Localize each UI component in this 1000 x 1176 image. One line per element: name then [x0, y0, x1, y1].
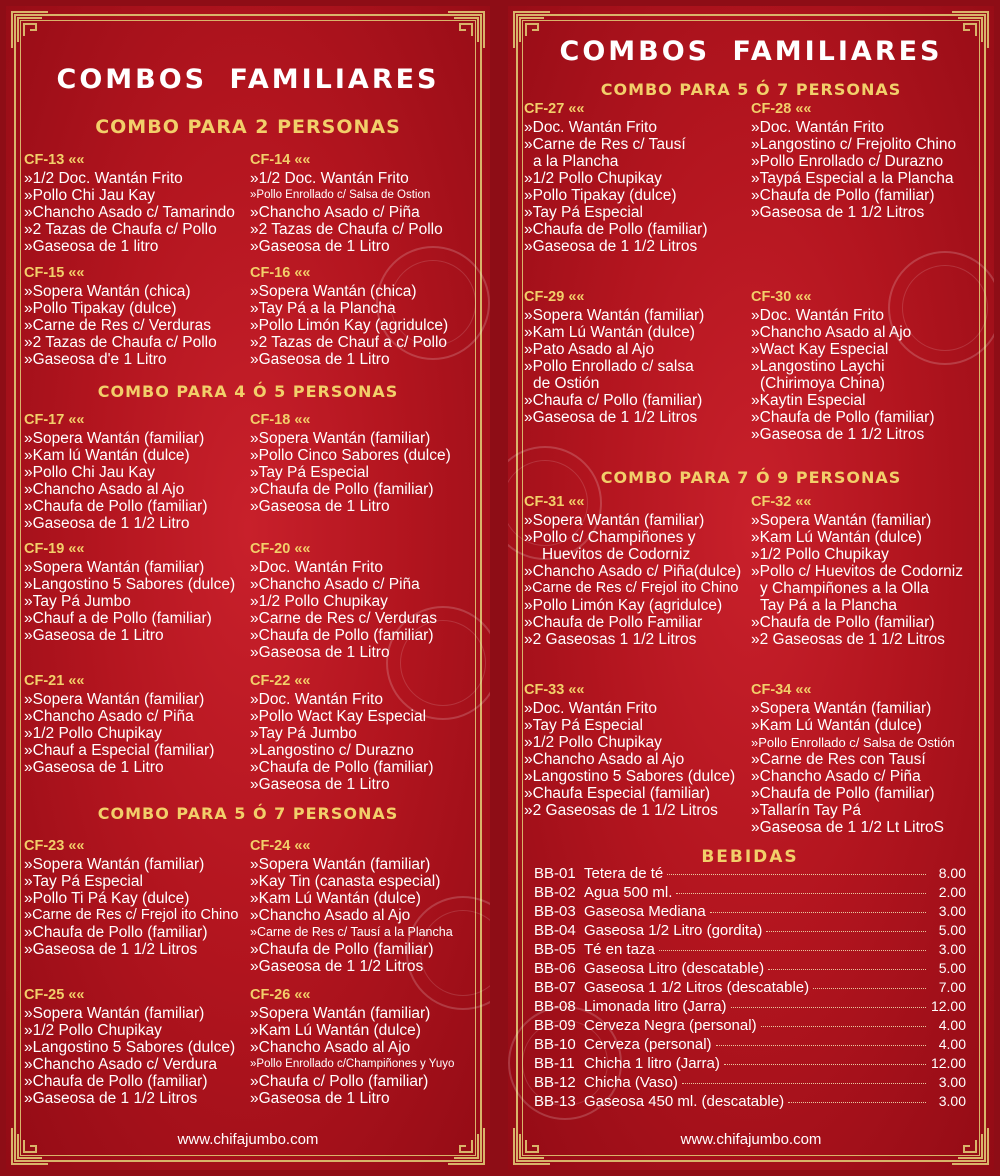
combo-item: »Pollo Chi Jau Kay: [24, 187, 155, 204]
drink-name: Cerveza Negra (personal): [584, 1017, 757, 1034]
combo-cf-26: [250, 987, 454, 1107]
combo-code: CF-16 ««: [250, 265, 311, 281]
drink-code: BB-07: [534, 979, 576, 996]
combo-item: »Pollo Limón Kay (agridulce): [250, 317, 449, 334]
combo-item: »Kam Lú Wantán (dulce): [751, 529, 922, 546]
combo-item: »Pato Asado al Ajo: [524, 341, 655, 358]
combo-code: CF-26 ««: [250, 987, 311, 1003]
combo-item: »Kaytin Especial: [751, 392, 866, 409]
section-title: COMBO PARA 4 Ó 5 PERSONAS: [97, 382, 399, 401]
combo-item: »Pollo Enrollado c/ Salsa de Ostion: [250, 189, 431, 201]
combo-item: »Gaseosa de 1 1/2 Litros: [524, 409, 698, 426]
combo-item: »Tay Pá Jumbo: [250, 725, 357, 742]
drink-price: 4.00: [938, 1036, 966, 1052]
combo-item: »Sopera Wantán (chica): [250, 283, 417, 300]
combo-item: »Gaseosa de 1 Litro: [250, 498, 390, 515]
combo-cf-34: [751, 682, 955, 836]
combo-item: »Langostino c/ Frejolito Chino: [751, 136, 957, 153]
combo-item: »Tay Pá a la Plancha: [250, 300, 396, 317]
combo-item: »Gaseosa de 1 1/2 Litros: [751, 204, 925, 221]
drink-code: BB-04: [534, 922, 576, 939]
combo-cf-27: [524, 101, 708, 255]
combo-item: »Pollo Enrollado c/Champiñones y Yuyo: [250, 1058, 455, 1070]
combo-item: »Chaufa de Pollo (familiar): [250, 941, 434, 958]
combo-cf-32: [751, 494, 963, 648]
drink-price: 3.00: [938, 903, 966, 919]
dotted-leader: [659, 950, 926, 951]
drink-row: [534, 922, 966, 941]
drink-row: [534, 960, 966, 979]
dotted-leader: [761, 1026, 926, 1027]
combo-item: »Gaseosa de 1 Litro: [250, 776, 390, 793]
drink-price: 7.00: [938, 979, 966, 995]
drink-row: [534, 1074, 966, 1093]
combo-item: »Chauf a Especial (familiar): [24, 742, 215, 759]
website-link[interactable]: www.chifajumbo.com: [177, 1131, 319, 1148]
combo-item: »Gaseosa de 1 1/2 Litros: [524, 238, 698, 255]
section-title: COMBO PARA 2 PERSONAS: [95, 116, 401, 138]
drink-row: [534, 903, 966, 922]
combo-item: »Sopera Wantán (familiar): [24, 691, 205, 708]
combo-item: »Chaufa de Pollo (familiar): [250, 759, 434, 776]
combo-code: CF-24 ««: [250, 838, 311, 854]
combo-code: CF-18 ««: [250, 412, 311, 428]
combo-item: (Chirimoya China): [760, 375, 885, 392]
combo-item: »Sopera Wantán (familiar): [24, 856, 205, 873]
combo-item: »Doc. Wantán Frito: [524, 119, 657, 136]
combo-item: »Langostino c/ Durazno: [250, 742, 414, 759]
combo-cf-25: [24, 987, 235, 1107]
drink-price: 5.00: [938, 960, 966, 976]
drink-price: 12.00: [930, 1055, 966, 1071]
drink-name: Chicha (Vaso): [584, 1074, 678, 1091]
combo-item: »Pollo Limón Kay (agridulce): [524, 597, 723, 614]
combo-item: »1/2 Pollo Chupikay: [751, 546, 889, 563]
corner-ornament: [446, 10, 486, 50]
drink-code: BB-13: [534, 1093, 576, 1110]
combo-item: »Tay Pá Especial: [524, 204, 643, 221]
combo-item: »Chancho Asado c/ Piña: [250, 576, 420, 593]
dotted-leader: [731, 1007, 926, 1008]
combo-item: »Carne de Res c/ Verduras: [250, 610, 437, 627]
combo-item: »Chaufa de Pollo (familiar): [24, 1073, 208, 1090]
combo-item: Huevitos de Codorniz: [542, 546, 691, 563]
combo-item: »Langostino 5 Sabores (dulce): [24, 1039, 236, 1056]
combo-code: CF-31 ««: [524, 494, 585, 510]
combo-item: »Gaseosa de 1 Litro: [250, 644, 390, 661]
combo-item: »Chaufa de Pollo (familiar): [24, 924, 208, 941]
combo-item: »Doc. Wantán Frito: [751, 119, 884, 136]
combo-item: »Sopera Wantán (familiar): [24, 430, 205, 447]
combo-item: »Kam Lú Wantán (dulce): [250, 1022, 421, 1039]
combo-code: CF-22 ««: [250, 673, 311, 689]
website-link[interactable]: www.chifajumbo.com: [680, 1131, 822, 1148]
drink-code: BB-01: [534, 865, 576, 882]
combo-cf-20: [250, 541, 437, 661]
combo-item: »Sopera Wantán (familiar): [524, 307, 705, 324]
combo-item: »Sopera Wantán (familiar): [751, 700, 932, 717]
combo-item: »Sopera Wantán (familiar): [24, 1005, 205, 1022]
drink-row: [534, 1036, 966, 1055]
combo-item: »1/2 Pollo Chupikay: [24, 725, 162, 742]
combo-item: »Doc. Wantán Frito: [250, 559, 383, 576]
combo-item: »Chaufa de Pollo (familiar): [524, 221, 708, 238]
combo-item: »2 Tazas de Chaufa c/ Pollo: [250, 221, 443, 238]
combo-cf-30: [751, 289, 935, 443]
combo-cf-16: [250, 265, 448, 368]
combo-cf-14: [250, 152, 443, 255]
combo-item: »2 Gaseosas de 1 1/2 Litros: [524, 802, 718, 819]
combo-item: »Gaseosa de 1 Litro: [250, 1090, 390, 1107]
combo-cf-21: [24, 673, 214, 776]
dotted-leader: [710, 912, 926, 913]
combo-item: »2 Tazas de Chaufa c/ Pollo: [24, 334, 217, 351]
section-title: COMBO PARA 7 Ó 9 PERSONAS: [600, 468, 902, 487]
combo-cf-15: [24, 265, 217, 368]
combo-code: CF-21 ««: [24, 673, 85, 689]
drink-price: 2.00: [938, 884, 966, 900]
combo-item: Tay Pá a la Plancha: [760, 597, 898, 614]
combo-item: »Doc. Wantán Frito: [250, 691, 383, 708]
combo-cf-33: [524, 682, 735, 819]
combo-item: »Chancho Asado al Ajo: [751, 324, 912, 341]
drink-name: Gaseosa 1 1/2 Litros (descatable): [584, 979, 810, 996]
combo-item: »Chaufa c/ Pollo (familiar): [524, 392, 703, 409]
combo-code: CF-27 ««: [524, 101, 585, 117]
combo-item: »Pollo Tipakay (dulce): [524, 187, 677, 204]
combo-item: »Gaseosa de 1 Litro: [24, 759, 164, 776]
combo-cf-18: [250, 412, 451, 515]
combo-item: »Pollo Wact Kay Especial: [250, 708, 427, 725]
combo-item: »Doc. Wantán Frito: [751, 307, 884, 324]
drink-price: 4.00: [938, 1017, 966, 1033]
drink-name: Gaseosa Mediana: [584, 903, 706, 920]
combo-item: »Langostino 5 Sabores (dulce): [24, 576, 236, 593]
combo-item: »Chaufa de Pollo (familiar): [751, 409, 935, 426]
combo-cf-24: [250, 838, 453, 975]
combo-code: CF-34 ««: [751, 682, 812, 698]
drink-name: Té en taza: [584, 941, 655, 958]
drink-code: BB-09: [534, 1017, 576, 1034]
combo-item: »Chancho Asado al Ajo: [250, 907, 411, 924]
combo-item: a la Plancha: [533, 153, 619, 170]
combo-item: »Pollo c/ Huevitos de Codorniz: [751, 563, 963, 580]
combo-item: »2 Gaseosas de 1 1/2 Litros: [751, 631, 945, 648]
drink-row: [534, 1055, 966, 1074]
combo-item: »Kam Lú Wantán (dulce): [751, 717, 922, 734]
combo-item: »Gaseosa de 1 1/2 Litros: [24, 1090, 198, 1107]
combo-code: CF-29 ««: [524, 289, 585, 305]
drink-name: Gaseosa Litro (descatable): [584, 960, 765, 977]
combo-item: »Pollo Enrollado c/ Salsa de Ostión: [751, 735, 955, 750]
drink-code: BB-10: [534, 1036, 576, 1053]
combo-item: »Chancho Asado al Ajo: [250, 1039, 411, 1056]
combo-code: CF-33 ««: [524, 682, 585, 698]
drink-price: 8.00: [938, 865, 966, 881]
combo-item: »Langostino 5 Sabores (dulce): [524, 768, 736, 785]
combo-code: CF-23 ««: [24, 838, 85, 854]
drink-code: BB-08: [534, 998, 576, 1015]
combo-cf-28: [751, 101, 956, 221]
dotted-leader: [813, 988, 926, 989]
drink-name: Gaseosa 1/2 Litro (gordita): [584, 922, 763, 939]
combo-item: »Chancho Asado al Ajo: [524, 751, 685, 768]
combo-cf-17: [24, 412, 208, 532]
dotted-leader: [766, 931, 926, 932]
combo-item: »Sopera Wantán (chica): [24, 283, 191, 300]
combo-item: »Carne de Res c/ Frejol ito Chino: [24, 907, 239, 923]
combo-item: »Gaseosa de 1 1/2 Litros: [250, 958, 424, 975]
drink-price: 3.00: [938, 941, 966, 957]
dotted-leader: [667, 874, 926, 875]
drink-price: 5.00: [938, 922, 966, 938]
combo-code: CF-32 ««: [751, 494, 812, 510]
combo-item: »Gaseosa de 1 litro: [24, 238, 159, 255]
combo-item: y Champiñones a la Olla: [760, 580, 929, 597]
combo-item: »Chaufa de Pollo (familiar): [250, 481, 434, 498]
combo-item: »Chancho Asado c/ Piña(dulce): [524, 563, 742, 580]
combo-item: »Pollo Enrollado c/ salsa: [524, 358, 694, 375]
combo-code: CF-28 ««: [751, 101, 812, 117]
drink-row: [534, 865, 966, 884]
dotted-leader: [724, 1064, 926, 1065]
combo-item: »Sopera Wantán (familiar): [751, 512, 932, 529]
dotted-leader: [788, 1102, 926, 1103]
combo-item: »Chaufa de Pollo Familiar: [524, 614, 703, 631]
drink-price: 3.00: [938, 1074, 966, 1090]
drink-row: [534, 1017, 966, 1036]
combo-item: »Chancho Asado c/ Verdura: [24, 1056, 218, 1073]
combo-item: »Tallarín Tay Pá: [751, 802, 861, 819]
combo-item: »1/2 Pollo Chupikay: [250, 593, 388, 610]
combo-item: »Sopera Wantán (familiar): [250, 856, 431, 873]
combo-item: »Sopera Wantán (familiar): [24, 559, 205, 576]
combo-item: »Pollo Chi Jau Kay: [24, 464, 155, 481]
combo-item: »Chancho Asado c/ Tamarindo: [24, 204, 235, 221]
drink-name: Limonada litro (Jarra): [584, 998, 727, 1015]
combo-item: »Carne de Res c/ Tausí: [524, 136, 686, 153]
combo-item: »2 Gaseosas 1 1/2 Litros: [524, 631, 697, 648]
combo-item: »Chancho Asado c/ Piña: [24, 708, 194, 725]
combo-cf-19: [24, 541, 235, 644]
combo-item: »Chaufa de Pollo (familiar): [751, 614, 935, 631]
drinks-list: [534, 847, 966, 1112]
menu-panel-left: [6, 6, 490, 1170]
combo-item: »Gaseosa de 1 Litro: [250, 238, 390, 255]
combo-cf-22: [250, 673, 434, 793]
drinks-title: BEBIDAS: [701, 847, 799, 867]
corner-ornament: [10, 10, 50, 50]
combo-item: »Gaseosa de 1 Litro: [24, 627, 164, 644]
combo-item: »Sopera Wantán (familiar): [250, 430, 431, 447]
page-title: COMBOS FAMILIARES: [56, 64, 440, 95]
combo-item: »Carne de Res c/ Verduras: [24, 317, 211, 334]
combo-item: »Pollo Tipakay (dulce): [24, 300, 177, 317]
drink-code: BB-05: [534, 941, 576, 958]
drink-price: 3.00: [938, 1093, 966, 1109]
combo-code: CF-20 ««: [250, 541, 311, 557]
combo-item: »2 Tazas de Chaufa c/ Pollo: [24, 221, 217, 238]
combo-item: »Pollo Cinco Sabores (dulce): [250, 447, 451, 464]
combo-item: »Chancho Asado c/ Piña: [250, 204, 420, 221]
combo-item: »Chaufa de Pollo (familiar): [250, 627, 434, 644]
combo-item: »Sopera Wantán (familiar): [524, 512, 705, 529]
combo-item: »Chaufa Especial (familiar): [524, 785, 711, 802]
combo-item: »Doc. Wantán Frito: [524, 700, 657, 717]
page-title: COMBOS FAMILIARES: [559, 36, 943, 67]
combo-cf-29: [524, 289, 704, 426]
combo-item: »Wact Kay Especial: [751, 341, 889, 358]
section-title: COMBO PARA 5 Ó 7 PERSONAS: [600, 80, 902, 99]
combo-item: »Chaufa de Pollo (familiar): [751, 785, 935, 802]
combo-item: »Pollo Ti Pá Kay (dulce): [24, 890, 190, 907]
dotted-leader: [676, 893, 926, 894]
combo-item: »Sopera Wantán (familiar): [250, 1005, 431, 1022]
combo-item: »Gaseosa de 1 Litro: [250, 351, 390, 368]
dotted-leader: [716, 1045, 926, 1046]
combo-code: CF-30 ««: [751, 289, 812, 305]
drink-name: Agua 500 ml.: [584, 884, 673, 901]
combo-code: CF-15 ««: [24, 265, 85, 281]
combo-item: »Tay Pá Especial: [24, 873, 143, 890]
combo-item: »Gaseosa de 1 1/2 Litro: [24, 515, 190, 532]
combo-item: »Gaseosa de 1 1/2 Litros: [751, 426, 925, 443]
combo-code: CF-13 ««: [24, 152, 85, 168]
combo-item: »Gaseosa de 1 1/2 Litros: [24, 941, 198, 958]
combo-cf-23: [24, 838, 238, 958]
combo-item: »Taypá Especial a la Plancha: [751, 170, 954, 187]
drink-row: [534, 884, 966, 903]
drink-price: 12.00: [930, 998, 966, 1014]
combo-item: »Chancho Asado c/ Piña: [751, 768, 921, 785]
drink-row: [534, 941, 966, 960]
drink-name: Chicha 1 litro (Jarra): [584, 1055, 720, 1072]
combo-item: »Langostino Laychi: [751, 358, 885, 375]
section-title: COMBO PARA 5 Ó 7 PERSONAS: [97, 804, 399, 823]
combo-cf-31: [524, 494, 741, 648]
combo-code: CF-17 ««: [24, 412, 85, 428]
drink-row: [534, 1093, 966, 1112]
drink-name: Tetera de té: [584, 865, 664, 882]
combo-code: CF-25 ««: [24, 987, 85, 1003]
combo-item: »Carne de Res con Tausí: [751, 751, 926, 768]
combo-cf-13: [24, 152, 235, 255]
combo-item: »1/2 Doc. Wantán Frito: [24, 170, 183, 187]
combo-item: »Tay Pá Jumbo: [24, 593, 131, 610]
combo-item: »2 Tazas de Chauf a c/ Pollo: [250, 334, 448, 351]
combo-code: CF-14 ««: [250, 152, 311, 168]
combo-item: »Tay Pá Especial: [250, 464, 369, 481]
combo-item: »Pollo Enrollado c/ Durazno: [751, 153, 944, 170]
combo-item: »Carne de Res c/ Tausí a la Plancha: [250, 925, 453, 939]
drink-name: Gaseosa 450 ml. (descatable): [584, 1093, 785, 1110]
combo-item: »Carne de Res c/ Frejol ito Chino: [524, 580, 739, 596]
drink-code: BB-12: [534, 1074, 576, 1091]
combo-item: »Tay Pá Especial: [524, 717, 643, 734]
drink-code: BB-06: [534, 960, 576, 977]
combo-item: »1/2 Pollo Chupikay: [524, 734, 662, 751]
drink-row: [534, 979, 966, 998]
dotted-leader: [768, 969, 926, 970]
combo-item: »Kam Lú Wantán (dulce): [524, 324, 695, 341]
dotted-leader: [682, 1083, 926, 1084]
combo-item: »Pollo c/ Champiñones y: [524, 529, 696, 546]
drink-name: Cerveza (personal): [584, 1036, 712, 1053]
combo-item: »1/2 Pollo Chupikay: [24, 1022, 162, 1039]
combo-item: »Chauf a de Pollo (familiar): [24, 610, 212, 627]
combo-code: CF-19 ««: [24, 541, 85, 557]
combo-item: »Chaufa de Pollo (familiar): [751, 187, 935, 204]
drink-code: BB-11: [534, 1055, 575, 1072]
drink-code: BB-02: [534, 884, 576, 901]
combo-item: de Ostión: [533, 375, 600, 392]
drink-code: BB-03: [534, 903, 576, 920]
combo-item: »Chaufa de Pollo (familiar): [24, 498, 208, 515]
combo-item: »1/2 Doc. Wantán Frito: [250, 170, 409, 187]
combo-item: »Chaufa c/ Pollo (familiar): [250, 1073, 429, 1090]
combo-item: »Gaseosa de 1 1/2 Lt LitroS: [751, 819, 945, 836]
combo-item: »Gaseosa d'e 1 Litro: [24, 351, 167, 368]
combo-item: »Kam Lú Wantán (dulce): [250, 890, 421, 907]
combo-item: »Kam lú Wantán (dulce): [24, 447, 190, 464]
combo-item: »Kay Tin (canasta especial): [250, 873, 441, 890]
combo-item: »1/2 Pollo Chupikay: [524, 170, 662, 187]
combo-item: »Chancho Asado al Ajo: [24, 481, 185, 498]
drink-row: [534, 998, 966, 1017]
